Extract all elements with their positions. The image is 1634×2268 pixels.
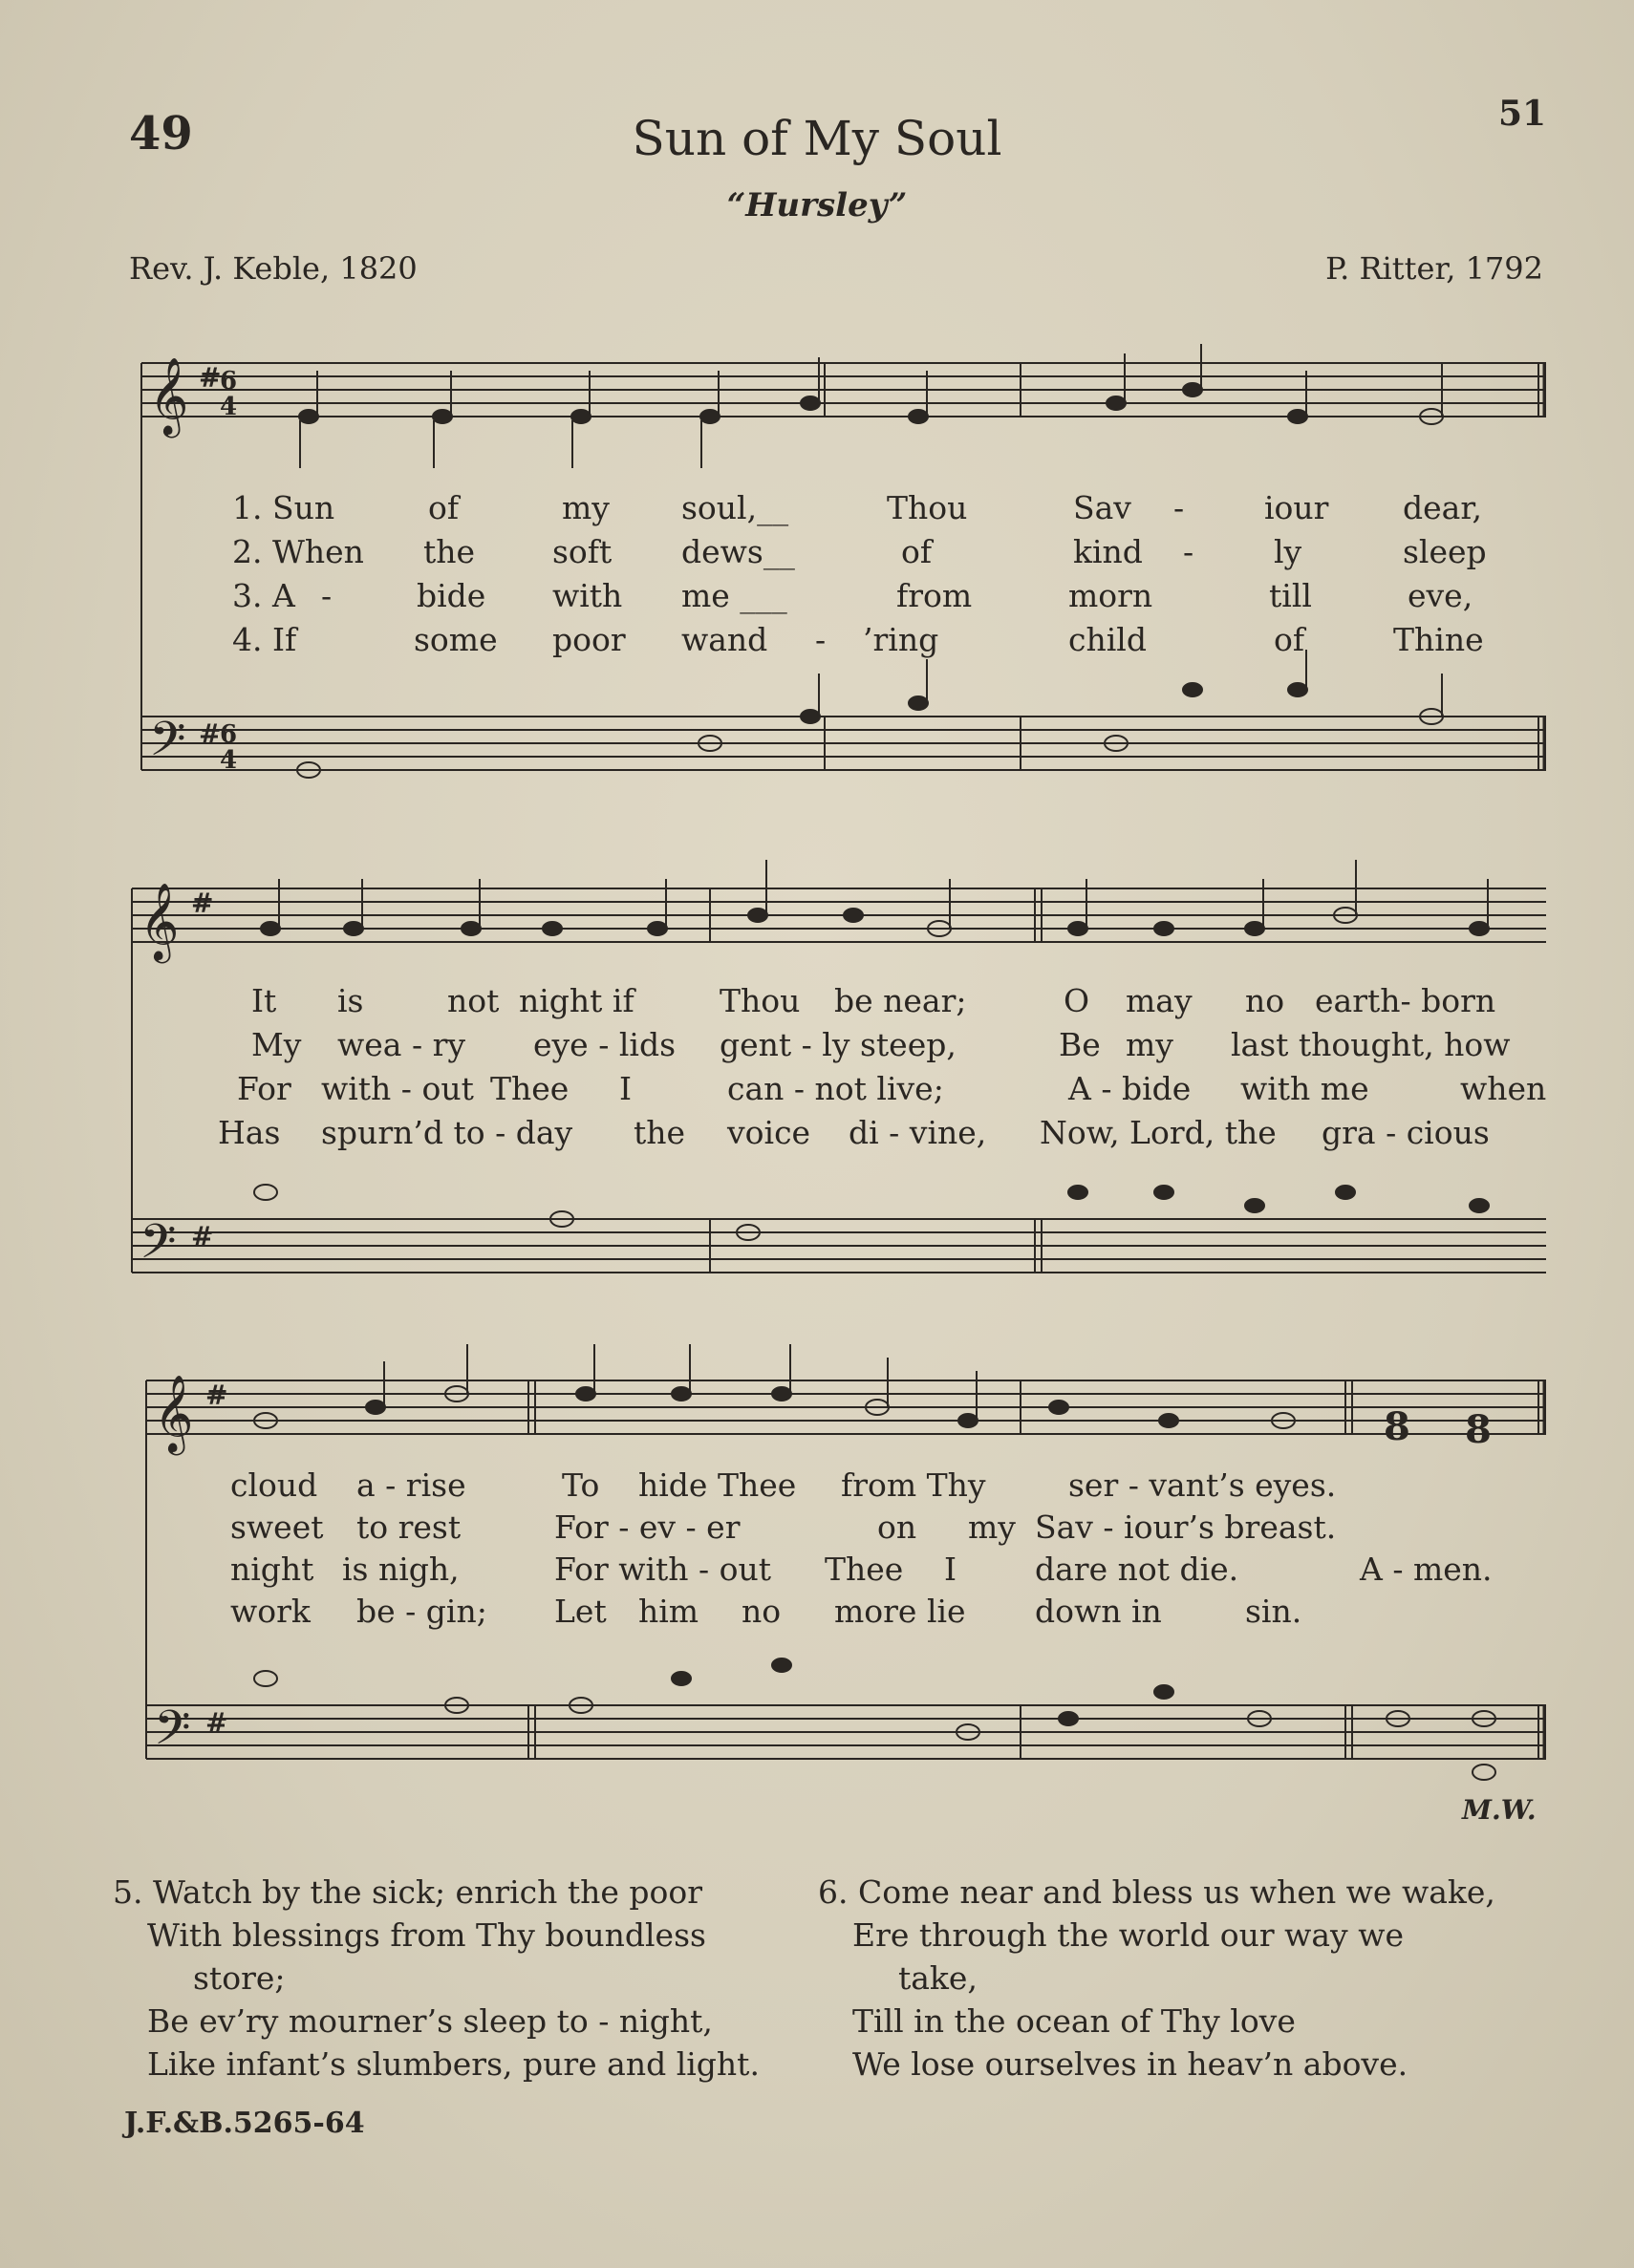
lyric-syllable: morn xyxy=(1068,577,1153,614)
lyric-line-verse-3 xyxy=(113,1070,1546,1112)
page-number: 51 xyxy=(1498,94,1547,134)
lyric-syllable: of xyxy=(1274,621,1305,658)
lyric-syllable: - xyxy=(321,577,333,614)
lyric-line-verse-2 xyxy=(113,1026,1546,1068)
lyric-syllable: my xyxy=(562,489,610,526)
verse-5 xyxy=(113,1871,820,2086)
svg-text:𝄢: 𝄢 xyxy=(154,1701,191,1767)
lyric-syllable: voice xyxy=(727,1114,811,1151)
editor-mark: M.W. xyxy=(1462,1794,1537,1826)
lyric-syllable: more lie xyxy=(834,1593,966,1630)
lyric-line-verse-2 xyxy=(113,1508,1546,1551)
verse-line: 5. Watch by the sick; enrich the poor xyxy=(113,1873,703,1911)
lyric-syllable: gent - ly steep, xyxy=(720,1026,957,1063)
lyric-syllable: may xyxy=(1126,982,1193,1019)
lyric-syllable: with - out xyxy=(321,1070,474,1107)
lyric-syllable: wea - ry xyxy=(337,1026,465,1063)
lyric-syllable: till xyxy=(1269,577,1312,614)
lyric-syllable: can - not live; xyxy=(727,1070,944,1107)
lyric-syllable: Thee xyxy=(490,1070,570,1107)
lyric-syllable: night xyxy=(230,1551,314,1588)
svg-text:6: 6 xyxy=(220,720,238,749)
lyric-syllable: wand xyxy=(681,621,768,658)
lyric-syllable: soft xyxy=(552,533,613,570)
lyric-syllable: For xyxy=(237,1070,291,1107)
lyric-syllable: - xyxy=(815,621,827,658)
lyric-syllable: cloud xyxy=(230,1466,318,1504)
lyric-syllable: is nigh, xyxy=(342,1551,460,1588)
lyric-syllable: on xyxy=(877,1508,917,1546)
author-credit: Rev. J. Keble, 1820 xyxy=(129,250,418,287)
lyric-syllable: my xyxy=(1126,1026,1173,1063)
verse-line: With blessings from Thy boundless xyxy=(147,1916,706,1954)
svg-text:#: # xyxy=(205,1707,228,1739)
lyric-syllable: him xyxy=(638,1593,699,1630)
lyric-syllable: my xyxy=(968,1508,1016,1546)
lyric-syllable: A - men. xyxy=(1360,1551,1493,1588)
lyric-syllable: earth- born xyxy=(1315,982,1496,1019)
lyric-syllable: It xyxy=(251,982,277,1019)
lyric-syllable: spurn’d to - day xyxy=(321,1114,573,1151)
lyric-line-verse-3 xyxy=(113,1551,1546,1593)
lyric-syllable: soul,__ xyxy=(681,489,789,526)
verse-line: We lose ourselves in heav’n above. xyxy=(852,2045,1408,2083)
lyric-syllable: 3. A xyxy=(232,577,295,614)
lyric-syllable: dear, xyxy=(1403,489,1482,526)
lyric-syllable: Let xyxy=(554,1593,607,1630)
lyric-syllable: 4. If xyxy=(232,621,297,658)
svg-text:6: 6 xyxy=(220,367,238,396)
music-system-2 xyxy=(113,841,1546,1290)
lyric-syllable: 1. Sun xyxy=(232,489,335,526)
lyric-syllable: the xyxy=(423,533,476,570)
lyric-syllable: night if xyxy=(519,982,634,1019)
lyric-syllable: Thee xyxy=(825,1551,904,1588)
lyric-line-verse-4 xyxy=(113,1593,1546,1635)
lyric-line-verse-1 xyxy=(113,489,1546,531)
verse-line: 6. Come near and bless us when we wake, xyxy=(818,1873,1495,1911)
lyric-syllable: Thou xyxy=(720,982,801,1019)
composer-credit: P. Ritter, 1792 xyxy=(1325,250,1543,287)
lyric-syllable: Thou xyxy=(887,489,968,526)
lyric-syllable: - xyxy=(1183,533,1194,570)
svg-text:8: 8 xyxy=(1384,1404,1410,1449)
lyric-syllable: the xyxy=(634,1114,686,1151)
lyric-syllable: of xyxy=(428,489,460,526)
svg-text:#: # xyxy=(191,888,214,919)
svg-text:𝄞: 𝄞 xyxy=(140,882,180,960)
verse-line: Like infant’s slumbers, pure and light. xyxy=(147,2045,760,2083)
lyric-syllable: - xyxy=(1173,489,1185,526)
lyric-syllable: Has xyxy=(218,1114,281,1151)
lyric-syllable: no xyxy=(742,1593,782,1630)
lyric-syllable: O xyxy=(1064,982,1090,1019)
lyric-syllable: ’ring xyxy=(863,621,939,658)
lyric-syllable: I xyxy=(944,1551,957,1588)
lyric-syllable: some xyxy=(414,621,498,658)
lyric-syllable: Sav - iour’s breast. xyxy=(1035,1508,1337,1546)
lyric-syllable: work xyxy=(230,1593,311,1630)
lyric-syllable: to rest xyxy=(356,1508,462,1546)
lyric-syllable: me ___ xyxy=(681,577,787,614)
hymn-number: 49 xyxy=(129,107,193,160)
lyric-syllable: Be xyxy=(1059,1026,1101,1063)
lyric-syllable: sleep xyxy=(1403,533,1487,570)
svg-text:𝄢: 𝄢 xyxy=(149,712,186,779)
lyric-syllable: hide Thee xyxy=(638,1466,797,1504)
lyric-syllable: when xyxy=(1460,1070,1547,1107)
music-system-3 xyxy=(113,1323,1546,1782)
lyric-syllable: iour xyxy=(1264,489,1329,526)
svg-text:𝄞: 𝄞 xyxy=(149,356,189,435)
lyric-line-verse-1 xyxy=(113,982,1546,1024)
lyric-syllable: of xyxy=(901,533,933,570)
lyric-syllable: kind xyxy=(1073,533,1143,570)
lyric-syllable: be - gin; xyxy=(356,1593,487,1630)
publisher-code: J.F.&B.5265-64 xyxy=(124,2107,365,2140)
lyric-syllable: di - vine, xyxy=(849,1114,987,1151)
verse-line: Ere through the world our way we xyxy=(852,1916,1404,1954)
lyric-syllable: child xyxy=(1068,621,1147,658)
lyric-syllable: from xyxy=(896,577,973,614)
svg-text:#: # xyxy=(191,1221,214,1252)
svg-text:#: # xyxy=(205,1380,228,1411)
lyric-syllable: For - ev - er xyxy=(554,1508,741,1546)
lyric-syllable: with xyxy=(552,577,623,614)
lyric-syllable: A - bide xyxy=(1068,1070,1192,1107)
verse-line: take, xyxy=(898,1959,978,1997)
svg-text:8: 8 xyxy=(1465,1407,1492,1452)
svg-text:𝄞: 𝄞 xyxy=(154,1374,194,1452)
lyric-line-verse-1 xyxy=(113,1466,1546,1508)
lyric-syllable: To xyxy=(562,1466,600,1504)
lyric-syllable: I xyxy=(619,1070,633,1107)
lyric-syllable: be near; xyxy=(834,982,967,1019)
lyric-line-verse-4 xyxy=(113,621,1546,663)
lyric-syllable: down in xyxy=(1035,1593,1162,1630)
lyric-syllable: sin. xyxy=(1245,1593,1302,1630)
verse-line: Till in the ocean of Thy love xyxy=(852,2002,1296,2040)
svg-text:#: # xyxy=(199,718,222,750)
lyric-line-verse-4 xyxy=(113,1114,1546,1156)
lyric-syllable: eve, xyxy=(1408,577,1473,614)
lyric-syllable: Now, Lord, the xyxy=(1040,1114,1277,1151)
svg-text:𝄢: 𝄢 xyxy=(140,1214,177,1281)
lyric-syllable: is xyxy=(337,982,364,1019)
svg-text:4: 4 xyxy=(220,746,238,775)
svg-text:#: # xyxy=(199,362,222,394)
verse-line: Be ev’ry mourner’s sleep to - night, xyxy=(147,2002,713,2040)
lyric-line-verse-3 xyxy=(113,577,1546,619)
lyric-syllable: 2. When xyxy=(232,533,364,570)
verse-line: store; xyxy=(193,1959,286,1997)
lyric-syllable: ser - vant’s eyes. xyxy=(1068,1466,1337,1504)
lyric-syllable: no xyxy=(1245,982,1285,1019)
lyric-syllable: bide xyxy=(417,577,486,614)
lyric-syllable: dews__ xyxy=(681,533,795,570)
lyric-syllable: dare not die. xyxy=(1035,1551,1239,1588)
verse-6 xyxy=(818,1871,1582,2086)
lyric-syllable: Thine xyxy=(1393,621,1484,658)
lyric-syllable: gra - cious xyxy=(1322,1114,1490,1151)
lyric-syllable: from Thy xyxy=(841,1466,986,1504)
lyric-syllable: eye - lids xyxy=(533,1026,676,1063)
lyric-syllable: My xyxy=(251,1026,302,1063)
lyric-syllable: last thought, how xyxy=(1231,1026,1511,1063)
hymn-title: Sun of My Soul xyxy=(632,111,1002,166)
lyric-syllable: a - rise xyxy=(356,1466,466,1504)
lyric-line-verse-2 xyxy=(113,533,1546,575)
lyric-syllable: For with - out xyxy=(554,1551,772,1588)
lyric-syllable: not xyxy=(447,982,500,1019)
music-system-1 xyxy=(113,344,1546,793)
lyric-syllable: sweet xyxy=(230,1508,324,1546)
lyric-syllable: ly xyxy=(1274,533,1302,570)
lyric-syllable: with me xyxy=(1240,1070,1369,1107)
lyric-syllable: Sav xyxy=(1073,489,1131,526)
svg-text:4: 4 xyxy=(220,393,238,421)
lyric-syllable: poor xyxy=(552,621,626,658)
tune-name: “Hursley” xyxy=(726,186,908,225)
